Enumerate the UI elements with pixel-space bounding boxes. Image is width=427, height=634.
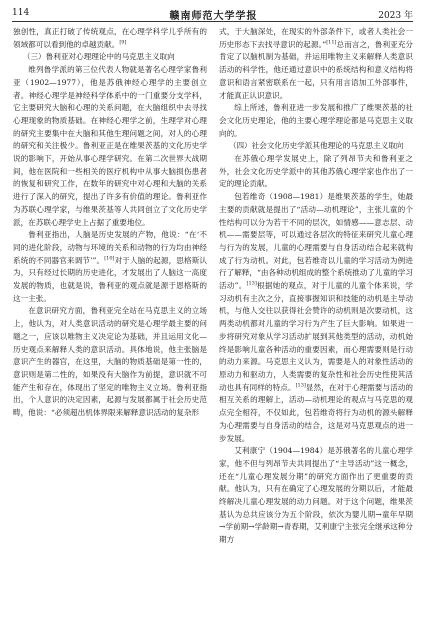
section-heading: （三）鲁利亚对心理理论中的马克思主义取向: [22, 52, 175, 62]
paragraph: 综上所述，鲁利亚进一步发展和推广了维果茨基的社会文化历史理论，他的主要心理学理论都是马克思主义取向的。: [219, 103, 413, 138]
paragraph: 式，于大脑深处，在现实的外部条件下，或者人类社会一历史形态下去找寻意识的起源。”[11]总而言之，鲁利亚充分肯定了以脑机制为基础，并运用唯物主义来解释人类意识活动的科学性，他还通过意识中的系统结构和意义结构将意识和语言紧密联系在一起，只有用言语加工外部事件，才能真正认识意识。: [219, 27, 413, 100]
header-rule: [12, 21, 413, 22]
journal-title: 赣南师范大学学报: [169, 11, 258, 22]
right-column: [219, 26, 413, 630]
paragraph: 艾利康宁（1904—1984）是苏俄著名的儿童心理学家，他不但与列昂节夫共同提出了“主导活动”这一概念，还在“儿童心理发展分期”的研究方面作出了更重要的贡献。他认为，只有在确定了心理发展的分期以后，才能最终解决儿童心理发展的动力问题。对于这个问题，维果茨基认为总共应该分为五个阶段，依次为婴儿期→童年早期→学前期→学龄期→青春期，艾利康宁主张完全继承这种分期方: [219, 446, 413, 545]
paragraph: 在意识研究方面，鲁利亚完全站在马克思主义的立场上，他认为，对人类意识活动的研究是心理学最主要的问题之一，应该以唯物主义决定论为基础，并且运用文化—历史观点来解释人类的意识活动。具体地说，他主张脑是意识产生的器官，在这里，大脑的物质基础是第一性的，意识则是第二性的，如果没有大脑作为前提，意识就不可能产生和存在，体现出了坚定的唯物主义立场。鲁利亚指出，个人意识的决定因素，起源与发展都属于社会历史范畴，他说：“必须超出机体界限来解释意识活动的复杂形: [13, 306, 207, 418]
paragraph: 鲁利亚指出，人脑是历史发展的产物，他说：“在‘不同的进化阶段，动物与环境的关系和动物的行为均由神经系统的不同器官来调节’”。[10]对于人脑的起源，思格斯认为，只有经过长期的历史进化，才发展出了人脑这一高度发展的物质，也就是说，鲁利亚的观点就是源于恩格斯的这一主张。: [13, 230, 207, 303]
left-column: [13, 26, 207, 630]
page-number: 114: [12, 8, 30, 18]
paragraph: 包若维奇（1908—1981）是维果茨基的学生，她最主要的贡献就是提出了“活动—动机理论”，主张儿童的个性结构可以分为若干不同的层次，如情感——意志层、动机——需要层等，可以通过各层次的特征来研究儿童心理与行为的发展，儿童的心理需要与自身活动结合起来就构成了行为动机。对此，包若维奇以儿童的学习活动为例进行了解释，“由各种动机组成的整个系统推动了儿童的学习活动”。[13]根据她的观点，对于儿童的儿童个体来说，学习动机有主次之分，直接事握知识和技能的动机是主导动机，与他人交往以获得社会赞许的动机则是次要动机，这两类动机都对儿童的学习行为产生了巨大影响。如果进一步将研究对象从学习活动扩展到其他类型的活动，动机始终是影响儿童各种活动的重要因素，而心理需要则是行动的动力来源。马克思主义认为，需要是人的对象性活动的原动力和驱动力，人类需要的复杂性和社会历史性使其活动也具有同样的特点。[13]显然，在对于心理需要与活动的相互关系的理解上，活动—动机理论的观点与马克思的观点完全相符，不仅如此，包若维奇将行为动机的源头解释为心理需要与自身活动的结合，这是对马克思观点的进一步发展。: [219, 192, 413, 443]
publication-year: 2023 年: [378, 11, 413, 21]
section-heading: （四）社会文化历史学派其他理论的马克思主义取向: [228, 141, 404, 151]
paragraph: 独创性，真正打破了传统观点，在心理学科学儿乎所有的领域都可以看到他的卓越贡献。[9]: [13, 27, 207, 49]
paragraph: 在苏俄心理学发展史上，除了列昂节夫和鲁利亚之外，社会文化历史学派中的其他苏俄心理学家也作出了一定的理论贡献。: [219, 154, 413, 189]
paragraph: 维列鲁学派的第三位代表人物就是著名心理学家鲁利亚（1902—1977），他是苏俄神经心理学的主要创立者。神经心理学是神经科学体系中的一门重要分支学科，它主要研究大脑和心理的关系问题，在大脑组织中去寻找心理现象的物质基础。在神经心理学之前，生理学对心理的研究主要集中在大脑和其他生理问题之间，对人的心理的研究和关注极少。鲁利亚正是在维果茨基的文化历史学说的影响下，开始从事心理学研究。在第二次世界大战期间，他在医院和一些相关的医疗机构中从事大脑损伤患者的恢复和研究工作，在数年的研究中对心理和大脑的关系进行了深入的研究，提出了许多有价值的理论。鲁利亚作为苏联心理学家，与维果茨基等人共同创立了文化历史学派，在苏联心理学史上占据了重要地位。: [13, 65, 207, 227]
